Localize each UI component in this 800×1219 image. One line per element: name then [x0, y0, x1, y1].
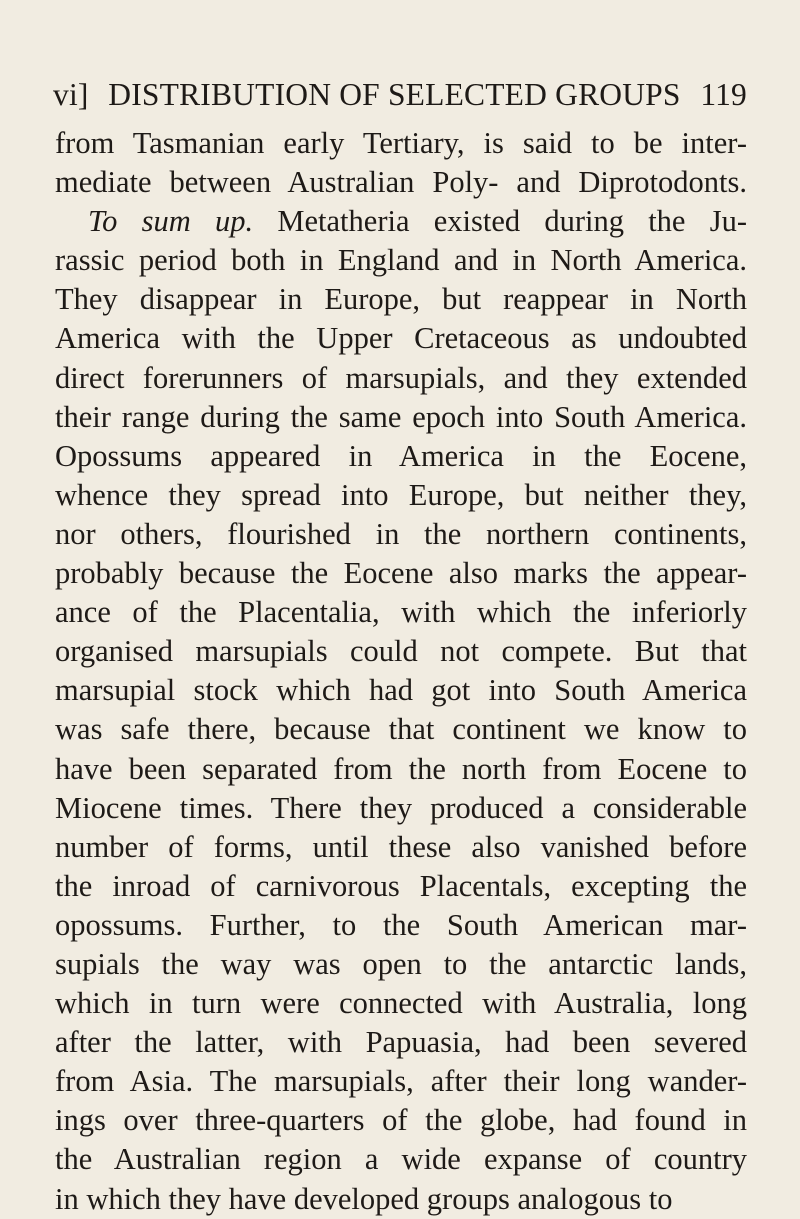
text-line: their range during the same epoch into South America.	[55, 399, 747, 434]
text-line: the inroad of carnivorous Placentals, excepting the	[55, 868, 747, 903]
text-line: rassic period both in England and in North America.	[55, 243, 747, 278]
text-line: probably because the Eocene also marks the appear-	[55, 556, 747, 591]
text-line: which in turn were connected with Australia, long	[55, 986, 747, 1021]
body-text	[55, 124, 747, 1219]
text-line: America with the Upper Cretaceous as undoubted	[55, 321, 747, 356]
text-line: nor others, flourished in the northern continents,	[55, 516, 747, 551]
text-line: whence they spread into Europe, but neither they,	[55, 477, 747, 512]
text-line: direct forerunners of marsupials, and they extended	[55, 360, 747, 395]
text-line: supials the way was open to the antarctic lands,	[55, 946, 747, 981]
text-line: marsupial stock which had got into South America	[55, 673, 747, 708]
text-line: after the latter, with Papuasia, had been severed	[55, 1025, 747, 1060]
text-line: ance of the Placentalia, with which the inferiorly	[55, 595, 747, 630]
text-line: number of forms, until these also vanished before	[55, 829, 747, 864]
running-title: DISTRIBUTION OF SELECTED GROUPS	[108, 77, 681, 112]
text-line: They disappear in Europe, but reappear in North	[55, 282, 747, 317]
text-line: organised marsupials could not compete. But that	[55, 634, 747, 669]
running-head	[53, 77, 747, 113]
text-line-remainder: Metatheria existed during the Ju-	[253, 204, 747, 239]
text-line: was safe there, because that continent we know to	[55, 712, 747, 747]
lead-in-phrase: To sum up.	[88, 204, 254, 239]
text-line: from Asia. The marsupials, after their long wander-	[55, 1064, 747, 1099]
text-line: Opossums appeared in America in the Eocene,	[55, 438, 747, 473]
text-line: in which they have developed groups analogous to	[55, 1181, 673, 1216]
text-line: ings over three-quarters of the globe, had found in	[55, 1103, 747, 1138]
chapter-marker: vi]	[53, 77, 89, 112]
text-line: Miocene times. There they produced a considerable	[55, 790, 747, 825]
text-line: have been separated from the north from Eocene to	[55, 751, 747, 786]
page-number: 119	[700, 77, 747, 112]
text-line: from Tasmanian early Tertiary, is said to be inter-	[55, 126, 747, 160]
text-line: mediate between Australian Poly- and Diprotodonts.	[55, 165, 747, 200]
text-line	[55, 202, 747, 241]
text-line: opossums. Further, to the South American mar-	[55, 907, 747, 942]
text-line: the Australian region a wide expanse of country	[55, 1142, 747, 1177]
